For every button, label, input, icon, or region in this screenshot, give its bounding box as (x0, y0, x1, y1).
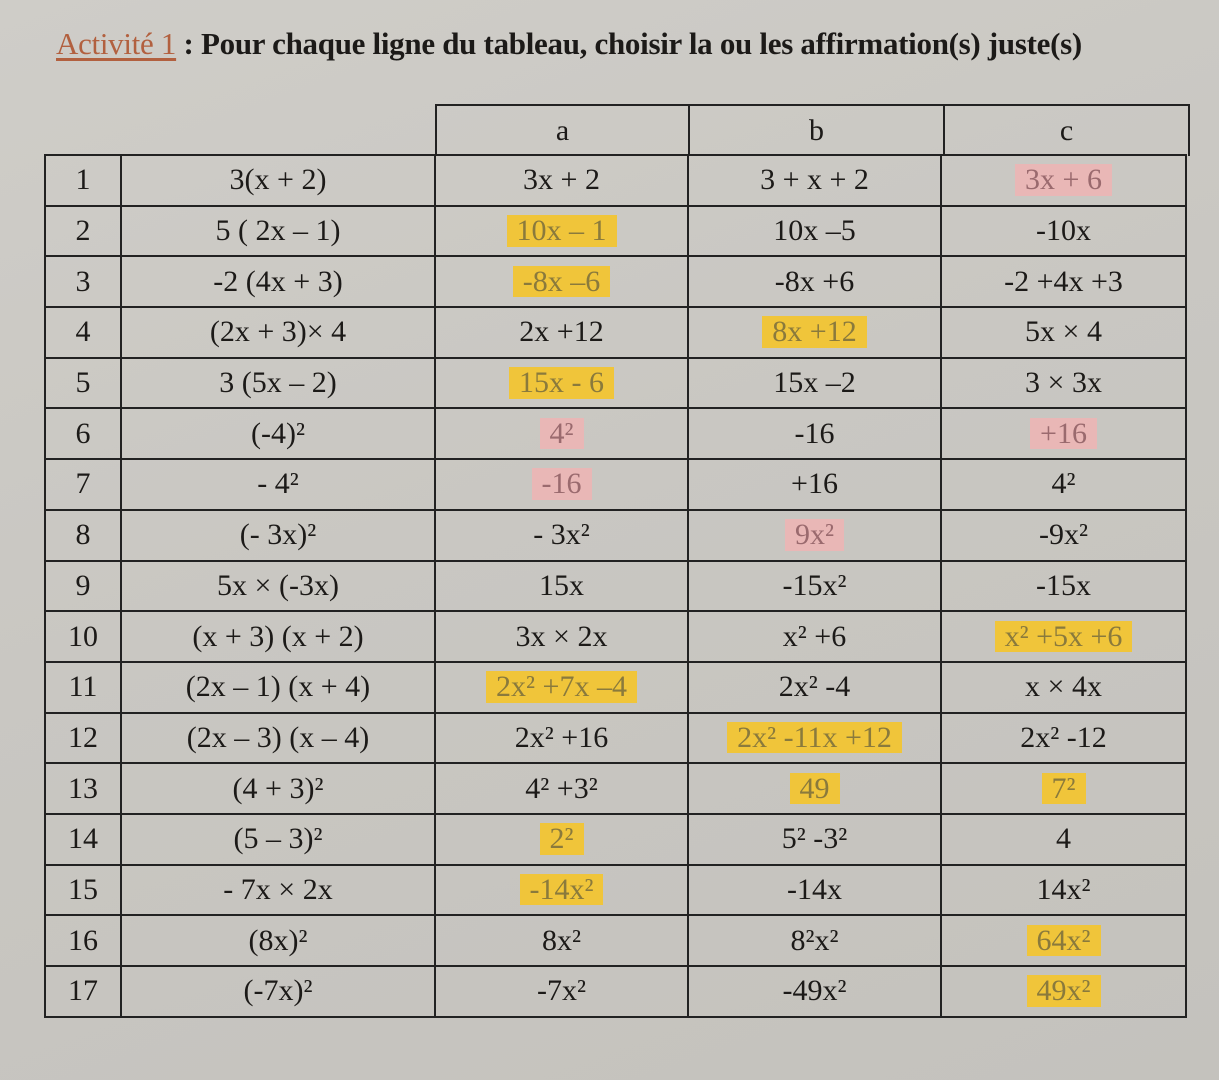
option-b-cell[interactable] (688, 561, 941, 612)
expression-cell-text: 5 ( 2x – 1) (215, 214, 341, 248)
table-row (45, 561, 1186, 612)
expression-cell-text: 5x × (-3x) (217, 568, 339, 602)
option-b-cell[interactable] (688, 814, 941, 865)
row-number-text: 12 (68, 720, 98, 754)
highlighted-answer: 2x² +7x –4 (486, 671, 637, 703)
highlighted-answer: 8x +12 (762, 316, 866, 348)
option-b-cell-text: -14x (787, 872, 842, 906)
expression-cell-text: - 4² (257, 467, 299, 501)
row-number-text: 14 (68, 822, 98, 856)
option-a-cell[interactable] (435, 865, 688, 916)
expression-cell (121, 713, 435, 764)
option-c-cell[interactable] (941, 155, 1186, 206)
option-a-cell[interactable] (435, 814, 688, 865)
option-c-cell[interactable] (941, 459, 1186, 510)
expression-cell (121, 915, 435, 966)
table-row (45, 662, 1186, 713)
highlighted-answer: x² +5x +6 (995, 621, 1133, 653)
expression-cell (121, 814, 435, 865)
option-c-cell-text: 5x × 4 (1025, 315, 1102, 349)
table-row (45, 256, 1186, 307)
option-a-cell-text: 8x² (542, 923, 581, 957)
option-b-cell-text: 15x –2 (773, 366, 856, 400)
option-a-cell-text: -7x² (537, 974, 586, 1008)
option-a-cell-text: 4² +3² (525, 771, 598, 805)
expression-cell (121, 358, 435, 409)
option-c-cell-text: -15x (1036, 568, 1091, 602)
option-c-cell[interactable] (941, 510, 1186, 561)
expression-cell-text: (2x + 3)× 4 (209, 315, 347, 349)
highlighted-answer: +16 (1030, 418, 1097, 450)
option-c-cell-text: -9x² (1039, 518, 1088, 552)
exercise-table (44, 154, 1187, 1018)
table-row (45, 814, 1186, 865)
option-a-cell-text: - 3x² (533, 518, 590, 552)
option-a-cell-text: 3x + 2 (523, 163, 600, 197)
activity-label: Activité 1 (56, 26, 177, 61)
expression-cell (121, 206, 435, 257)
row-number-text: 15 (68, 872, 98, 906)
expression-cell-text: (2x – 1) (x + 4) (185, 670, 371, 704)
expression-cell-text: (x + 3) (x + 2) (192, 619, 364, 653)
option-c-cell[interactable] (941, 662, 1186, 713)
row-number-text: 6 (75, 416, 91, 450)
highlighted-answer: 3x + 6 (1015, 164, 1112, 196)
expression-cell-text: (4 + 3)² (232, 771, 324, 805)
option-a-cell[interactable] (435, 256, 688, 307)
activity-instruction: : Pour chaque ligne du tableau, choisir la ou les affirmation(s) juste(s) (176, 26, 1082, 61)
option-b-cell[interactable] (688, 662, 941, 713)
row-number-text: 13 (68, 771, 98, 805)
row-number (45, 966, 121, 1017)
table-row (45, 915, 1186, 966)
option-c-cell-text: x × 4x (1025, 670, 1102, 704)
table-row (45, 408, 1186, 459)
option-a-cell[interactable] (435, 611, 688, 662)
highlighted-answer: 10x – 1 (507, 215, 617, 247)
option-b-cell-text: -15x² (782, 568, 847, 602)
option-c-cell[interactable] (941, 206, 1186, 257)
option-a-cell[interactable] (435, 307, 688, 358)
table-row (45, 206, 1186, 257)
option-a-cell[interactable] (435, 358, 688, 409)
expression-cell (121, 510, 435, 561)
expression-cell-text: (8x)² (248, 923, 308, 957)
row-number (45, 206, 121, 257)
expression-cell-text: (2x – 3) (x – 4) (186, 720, 370, 754)
highlighted-answer: 2x² -11x +12 (727, 722, 902, 754)
highlighted-answer: -16 (532, 468, 592, 500)
option-c-cell[interactable] (941, 713, 1186, 764)
option-c-cell[interactable] (941, 408, 1186, 459)
row-number-text: 11 (68, 670, 98, 704)
highlighted-answer: 4² (540, 418, 584, 450)
row-number-text: 3 (75, 264, 91, 298)
row-number (45, 561, 121, 612)
option-c-cell[interactable] (941, 763, 1186, 814)
expression-cell-text: (5 – 3)² (233, 822, 323, 856)
option-b-cell[interactable] (688, 510, 941, 561)
expression-cell-text: 3(x + 2) (229, 163, 327, 197)
option-a-cell[interactable] (435, 915, 688, 966)
row-number (45, 713, 121, 764)
option-b-cell-text: 3 + x + 2 (760, 163, 869, 197)
option-b-cell[interactable] (688, 155, 941, 206)
row-number-text: 4 (75, 315, 91, 349)
option-c-cell[interactable] (941, 307, 1186, 358)
option-b-cell-text: 5² -3² (781, 822, 848, 856)
row-number (45, 865, 121, 916)
option-c-cell-text: -10x (1036, 214, 1091, 248)
row-number (45, 662, 121, 713)
row-number (45, 408, 121, 459)
column-headers (435, 104, 1190, 156)
column-header-a: a (437, 106, 690, 156)
option-b-cell-text: x² +6 (782, 619, 847, 653)
column-header-b: b (690, 106, 945, 156)
table-row (45, 307, 1186, 358)
table-row (45, 713, 1186, 764)
expression-cell (121, 763, 435, 814)
expression-cell (121, 966, 435, 1017)
row-number-text: 2 (75, 214, 91, 248)
row-number (45, 358, 121, 409)
row-number (45, 763, 121, 814)
option-a-cell[interactable] (435, 561, 688, 612)
option-b-cell[interactable] (688, 611, 941, 662)
expression-cell (121, 155, 435, 206)
row-number (45, 256, 121, 307)
option-b-cell[interactable] (688, 763, 941, 814)
option-c-cell-text: 3 × 3x (1025, 366, 1102, 400)
option-a-cell[interactable] (435, 206, 688, 257)
option-a-cell-text: 2x +12 (519, 315, 604, 349)
option-b-cell[interactable] (688, 865, 941, 916)
option-c-cell-text: 4² (1051, 467, 1076, 501)
option-a-cell[interactable] (435, 459, 688, 510)
option-b-cell-text: -49x² (782, 974, 847, 1008)
option-b-cell-text: 2x² -4 (778, 670, 851, 704)
option-c-cell-text: 4 (1056, 822, 1071, 856)
option-a-cell-text: 3x × 2x (515, 619, 608, 653)
expression-cell (121, 865, 435, 916)
option-c-cell[interactable] (941, 915, 1186, 966)
expression-cell (121, 307, 435, 358)
activity-title (56, 26, 1082, 62)
option-c-cell[interactable] (941, 865, 1186, 916)
expression-cell-text: 3 (5x – 2) (219, 366, 337, 400)
option-a-cell[interactable] (435, 155, 688, 206)
row-number-text: 17 (68, 974, 98, 1008)
expression-cell (121, 561, 435, 612)
option-c-cell[interactable] (941, 966, 1186, 1017)
expression-cell-text: - 7x × 2x (223, 872, 333, 906)
option-c-cell[interactable] (941, 814, 1186, 865)
option-a-cell[interactable] (435, 713, 688, 764)
table-row (45, 155, 1186, 206)
row-number (45, 307, 121, 358)
table-row (45, 459, 1186, 510)
highlighted-answer: 9x² (785, 519, 844, 551)
row-number (45, 611, 121, 662)
option-a-cell-text: 15x (539, 568, 584, 602)
expression-cell (121, 459, 435, 510)
option-c-cell[interactable] (941, 358, 1186, 409)
row-number (45, 915, 121, 966)
expression-cell (121, 662, 435, 713)
row-number-text: 7 (75, 467, 91, 501)
option-b-cell[interactable] (688, 459, 941, 510)
option-c-cell-text: 14x² (1036, 872, 1091, 906)
expression-cell-text: (-7x)² (243, 974, 313, 1008)
highlighted-answer: 7² (1042, 773, 1086, 805)
option-b-cell[interactable] (688, 713, 941, 764)
option-a-cell[interactable] (435, 408, 688, 459)
row-number-text: 8 (75, 518, 91, 552)
row-number (45, 510, 121, 561)
row-number (45, 459, 121, 510)
option-a-cell[interactable] (435, 662, 688, 713)
column-header-c: c (1059, 114, 1074, 147)
option-b-cell[interactable] (688, 915, 941, 966)
expression-cell (121, 611, 435, 662)
expression-cell (121, 256, 435, 307)
option-b-cell[interactable] (688, 358, 941, 409)
option-b-cell[interactable] (688, 206, 941, 257)
option-b-cell-text: -8x +6 (774, 264, 855, 298)
expression-cell-text: (- 3x)² (239, 518, 317, 552)
option-b-cell-text: -16 (794, 416, 835, 450)
option-b-cell[interactable] (688, 966, 941, 1017)
row-number-text: 1 (75, 163, 91, 197)
highlighted-answer: 49x² (1027, 975, 1101, 1007)
option-a-cell-text: 2x² +16 (514, 720, 609, 754)
expression-cell (121, 408, 435, 459)
option-c-cell[interactable] (941, 561, 1186, 612)
option-c-cell-text: 2x² -12 (1020, 720, 1107, 754)
table-row (45, 611, 1186, 662)
expression-cell-text: -2 (4x + 3) (213, 264, 343, 298)
row-number-text: 5 (75, 366, 91, 400)
table-row (45, 966, 1186, 1017)
table-row (45, 763, 1186, 814)
highlighted-answer: 15x - 6 (509, 367, 614, 399)
table-row (45, 865, 1186, 916)
highlighted-answer: 49 (790, 773, 840, 805)
row-number-text: 16 (68, 923, 98, 957)
highlighted-answer: -8x –6 (513, 266, 611, 298)
option-a-cell[interactable] (435, 763, 688, 814)
highlighted-answer: 2² (540, 823, 584, 855)
option-b-cell-text: +16 (791, 467, 838, 501)
highlighted-answer: 64x² (1027, 925, 1101, 957)
row-number (45, 155, 121, 206)
option-b-cell[interactable] (688, 256, 941, 307)
option-b-cell-text: 10x –5 (773, 214, 856, 248)
option-a-cell[interactable] (435, 966, 688, 1017)
option-c-cell[interactable] (941, 611, 1186, 662)
row-number-text: 10 (68, 619, 98, 653)
option-c-cell[interactable] (941, 256, 1186, 307)
row-number (45, 814, 121, 865)
highlighted-answer: -14x² (520, 874, 604, 906)
option-c-cell-text: -2 +4x +3 (1004, 264, 1123, 298)
expression-cell-text: (-4)² (251, 416, 305, 450)
option-b-cell[interactable] (688, 307, 941, 358)
table-row (45, 510, 1186, 561)
option-b-cell[interactable] (688, 408, 941, 459)
option-a-cell[interactable] (435, 510, 688, 561)
option-b-cell-text: 8²x² (790, 923, 839, 957)
table-row (45, 358, 1186, 409)
row-number-text: 9 (75, 568, 91, 602)
